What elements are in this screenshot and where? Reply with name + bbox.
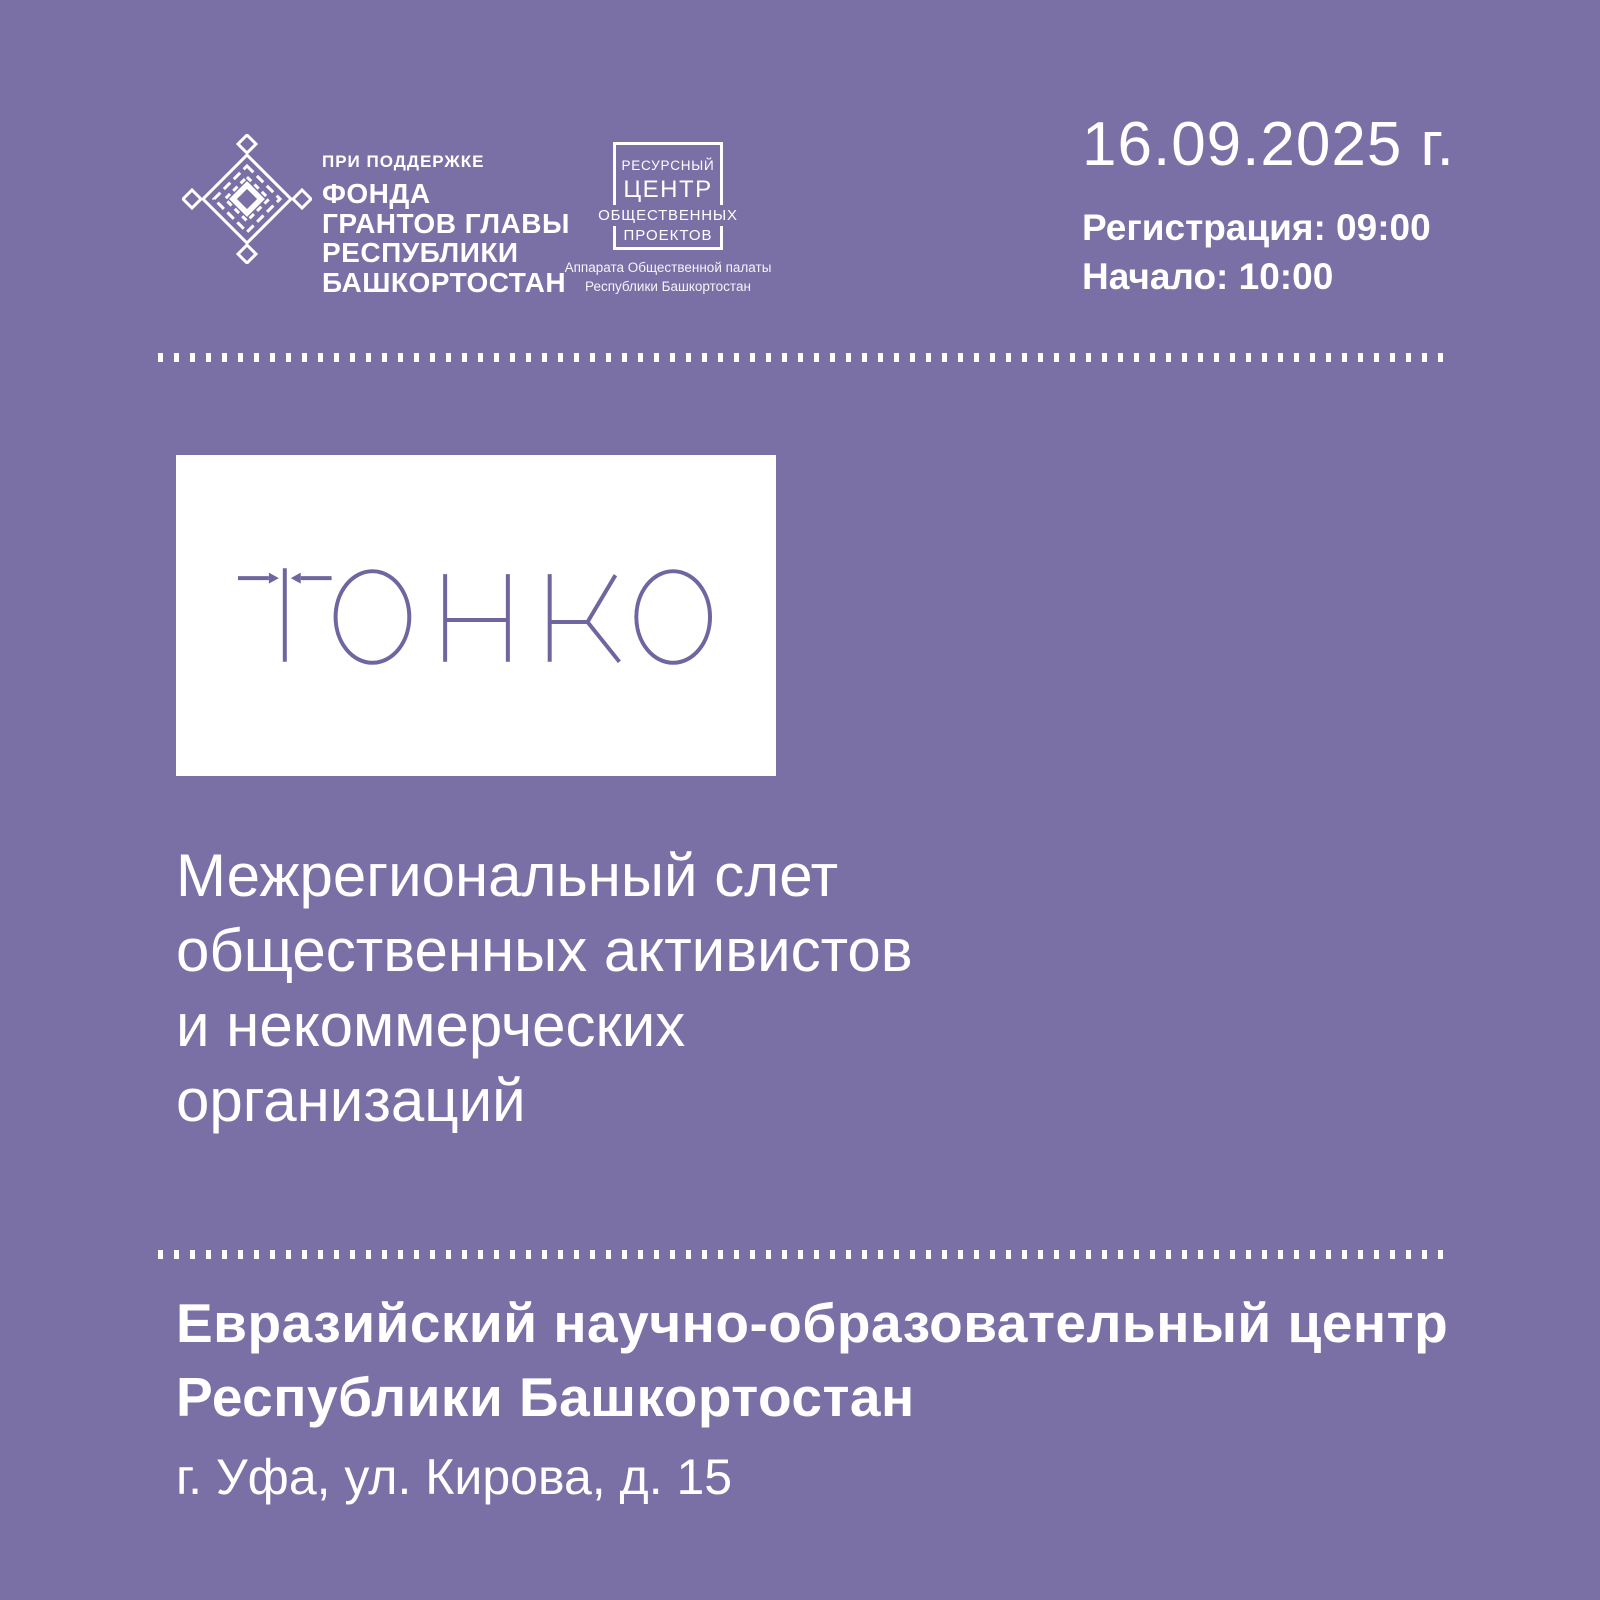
resource-center-caption-line1: Аппарата Общественной палаты bbox=[564, 260, 772, 275]
venue-name bbox=[176, 1286, 1448, 1434]
event-date: 16.09.2025 г. bbox=[1082, 110, 1455, 179]
venue-name-line1: Евразийский научно-образовательный центр bbox=[176, 1292, 1449, 1354]
support-line: ФОНДА bbox=[322, 178, 431, 209]
event-times bbox=[1082, 203, 1455, 301]
start-time: Начало: 10:00 bbox=[1082, 256, 1334, 297]
resource-center-caption-line2: Республики Башкортостан bbox=[585, 278, 751, 294]
dotted-separator-top bbox=[158, 353, 1447, 362]
resource-center-sub2: ПРОЕКТОВ bbox=[623, 227, 713, 244]
support-line: РЕСПУБЛИКИ bbox=[322, 237, 519, 268]
resource-center-caption bbox=[565, 259, 772, 296]
tonko-logo-box bbox=[176, 455, 776, 776]
title-line: общественных активистов bbox=[176, 917, 913, 984]
support-text-block bbox=[322, 152, 570, 297]
title-line: Межрегиональный слет bbox=[176, 842, 839, 909]
registration-time: Регистрация: 09:00 bbox=[1082, 207, 1431, 248]
support-line: ГРАНТОВ ГЛАВЫ bbox=[322, 207, 570, 239]
resource-center-line2: ЦЕНТР bbox=[623, 176, 713, 203]
title-line: организаций bbox=[176, 1067, 526, 1134]
arrow-right-icon bbox=[269, 572, 279, 583]
venue-name-line2: Республики Башкортостан bbox=[176, 1366, 915, 1428]
bashkir-ornament-icon bbox=[182, 134, 312, 264]
venue-address: г. Уфа, ул. Кирова, д. 15 bbox=[176, 1449, 733, 1505]
resource-center-sub1: ОБЩЕСТВЕННЫХ bbox=[593, 205, 743, 226]
support-line: БАШКОРТОСТАН bbox=[322, 266, 567, 298]
dotted-separator-bottom bbox=[158, 1250, 1447, 1259]
resource-center-line1: РЕСУРСНЫЙ bbox=[621, 158, 715, 173]
tonko-logo bbox=[238, 566, 714, 666]
title-line: и некоммерческих bbox=[176, 992, 686, 1059]
schedule-block bbox=[1082, 112, 1455, 301]
event-title bbox=[176, 838, 913, 1138]
support-pre-label: ПРИ ПОДДЕРЖКЕ bbox=[322, 152, 485, 171]
arrow-left-icon bbox=[291, 572, 301, 583]
